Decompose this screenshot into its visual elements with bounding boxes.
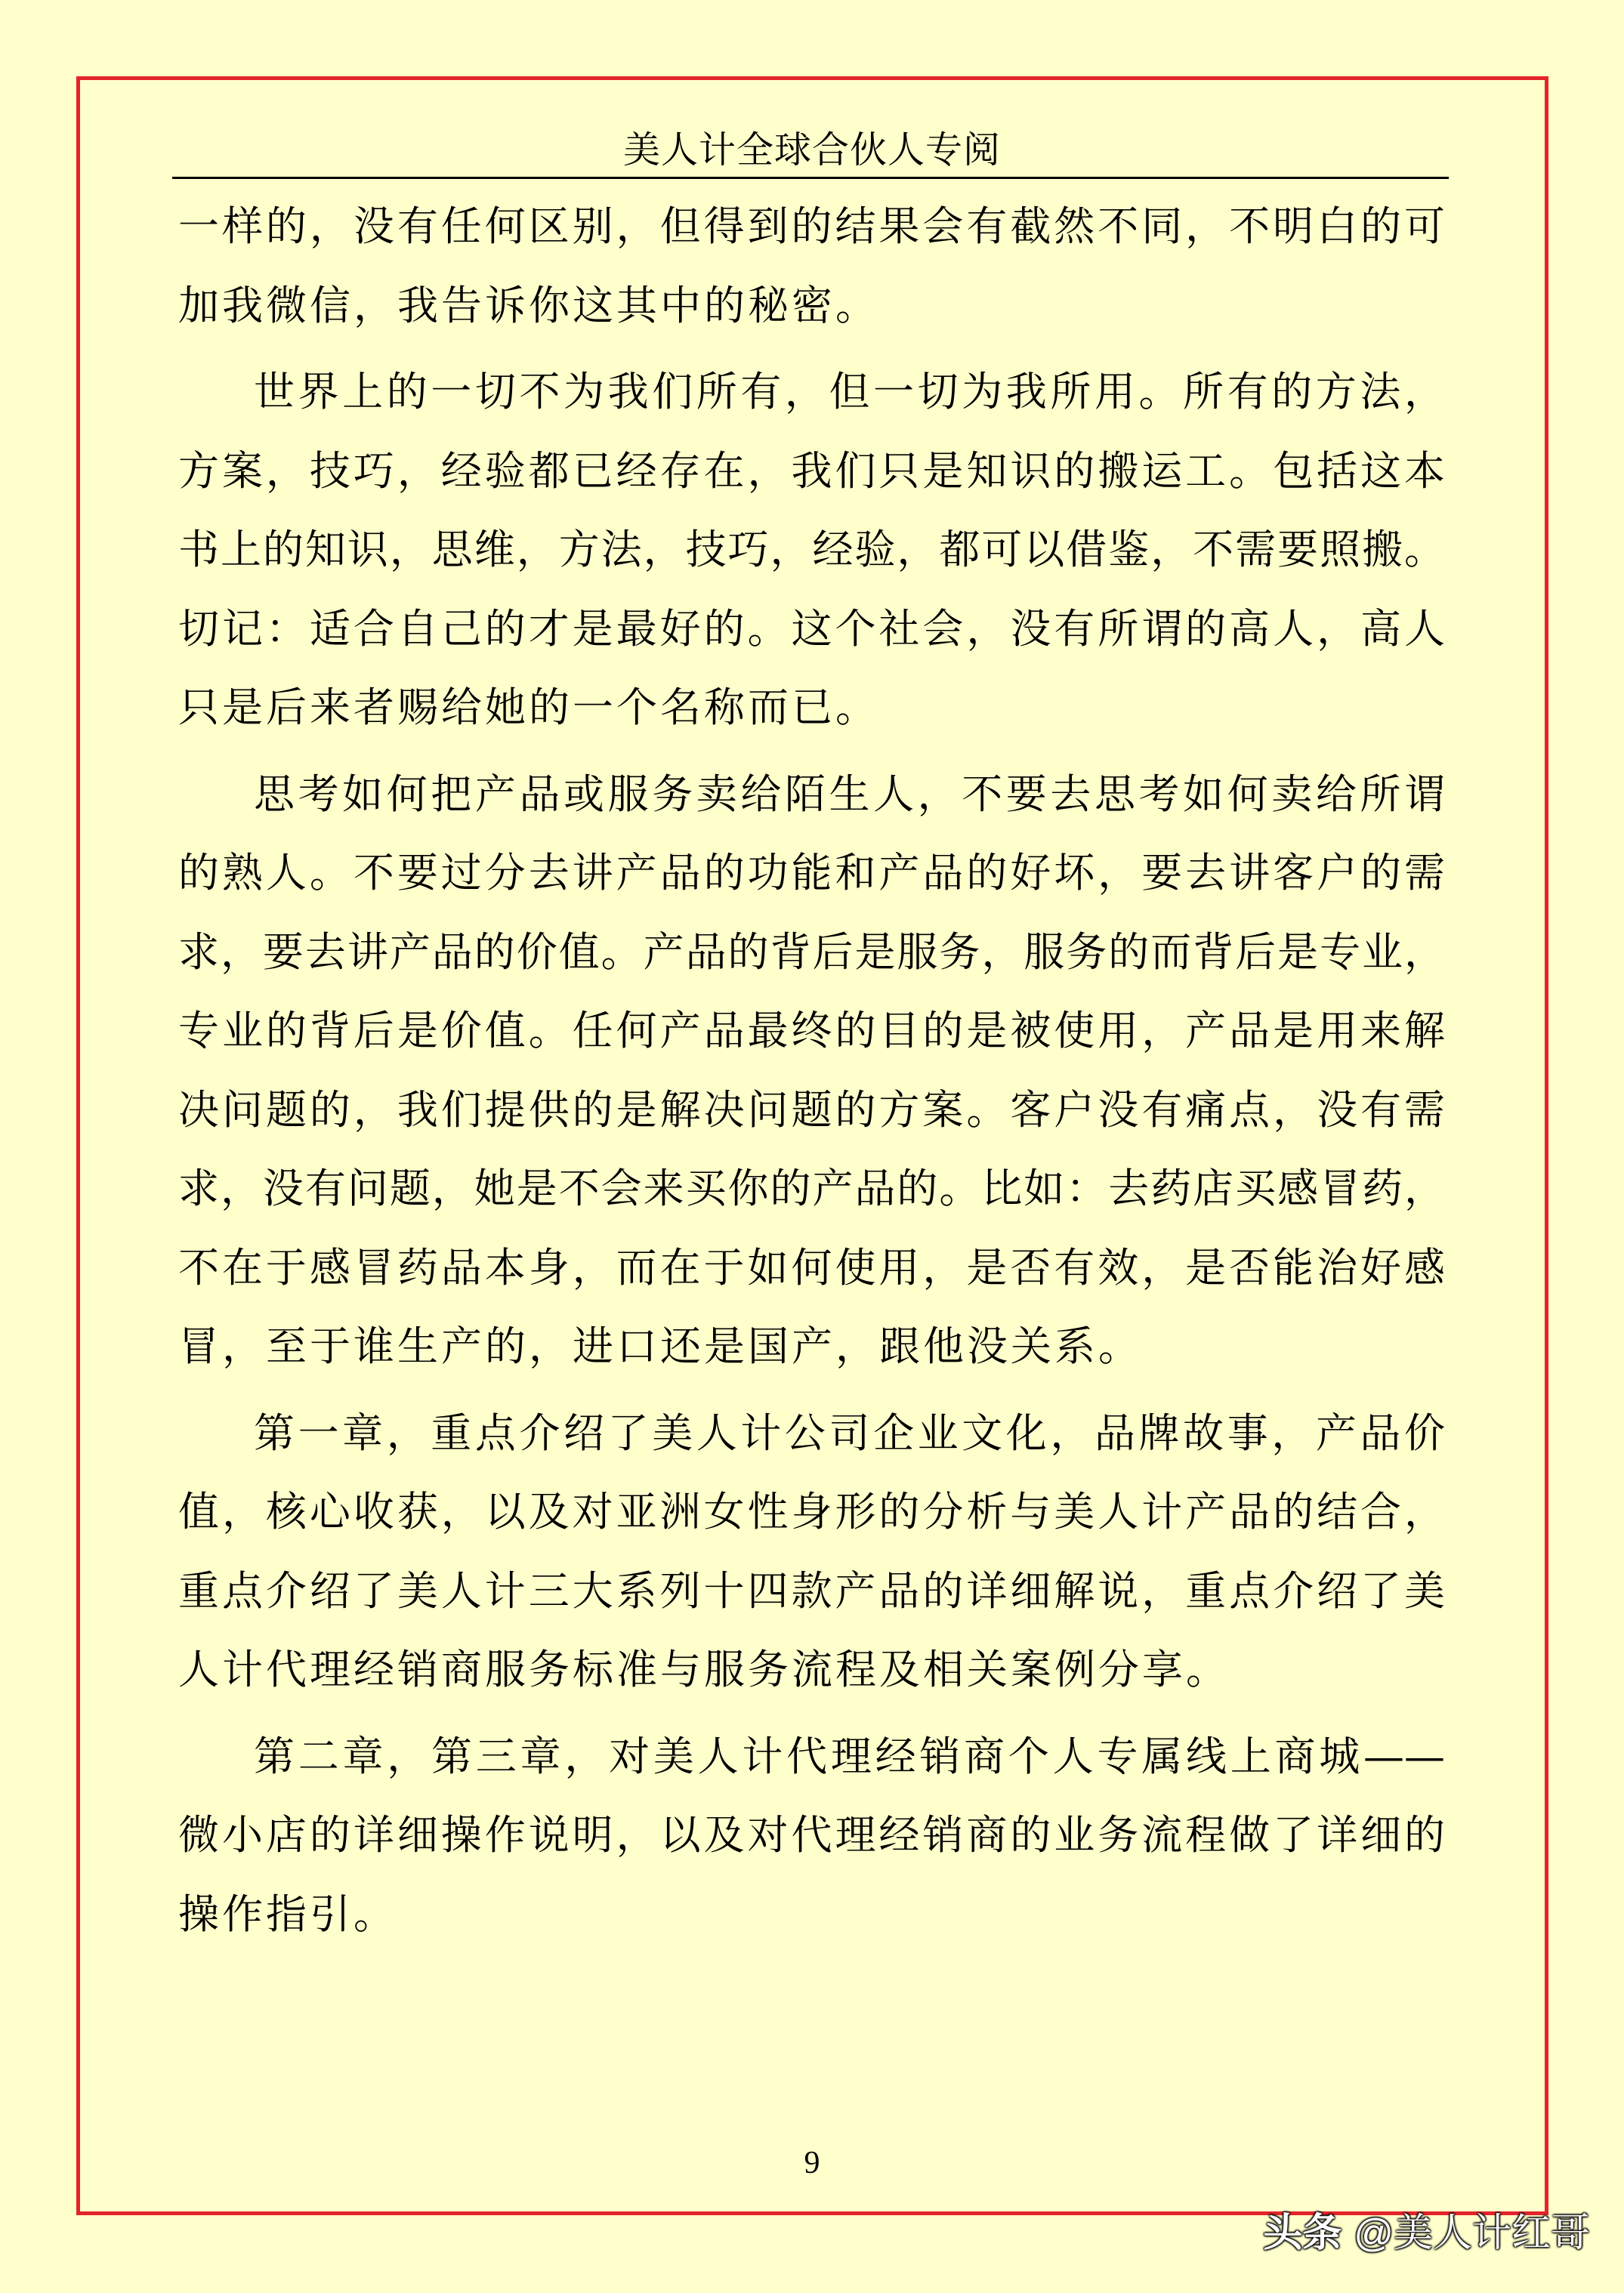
text-line: 决问题的，我们提供的是解决问题的方案。客户没有痛点，没有需 [178,1085,1445,1134]
paragraph [178,353,1445,748]
text-line: 第二章，第三章，对美人计代理经销商个人专属线上商城—— [254,1732,1445,1780]
text-line: 切记：适合自己的才是最好的。这个社会，没有所谓的高人，高人 [178,604,1445,653]
text-line: 值，核心收获，以及对亚洲女性身形的分析与美人计产品的结合， [178,1488,1445,1535]
text-line: 书上的知识，思维，方法，技巧，经验，都可以借鉴，不需要照搬。 [178,526,1445,573]
paragraph [178,187,1445,345]
text-line: 专业的背后是价值。任何产品最终的目的是被使用，产品是用来解 [178,1007,1445,1054]
text-line: 的熟人。不要过分去讲产品的功能和产品的好坏，要去讲客户的需 [178,849,1445,897]
watermark-handle: @美人计红哥 [1354,2211,1590,2255]
running-header-title: 美人计全球合伙人专阅 [622,128,1001,171]
paragraph [178,1394,1445,1710]
text-line: 人计代理经销商服务标准与服务流程及相关案例分享。 [178,1646,1230,1693]
paragraph [178,1717,1445,1955]
text-line: 冒，至于谁生产的，进口还是国产，跟他没关系。 [178,1322,1142,1370]
watermark [1263,2209,1590,2258]
toutiao-logo-text: 头条 [1263,2211,1342,2255]
text-line: 方案，技巧，经验都已经存在，我们只是知识的搬运工。包括这本 [178,446,1445,495]
text-line: 世界上的一切不为我们所有，但一切为我所用。所有的方法， [254,368,1445,415]
header-divider [172,177,1449,179]
page-number: 9 [804,2146,820,2180]
text-line: 操作指引。 [178,1890,397,1938]
paragraph [178,755,1445,1387]
text-line: 只是后来者赐给她的一个名称而已。 [178,684,879,731]
text-line: 不在于感冒药品本身，而在于如何使用，是否有效，是否能治好感 [178,1243,1445,1292]
text-line: 重点介绍了美人计三大系列十四款产品的详细解说，重点介绍了美 [178,1566,1445,1615]
text-line: 思考如何把产品或服务卖给陌生人，不要去思考如何卖给所谓 [254,770,1445,818]
body-text [178,187,1445,1961]
text-line: 求，要去讲产品的价值。产品的背后是服务，服务的而背后是专业， [178,927,1445,976]
text-line: 一样的，没有任何区别，但得到的结果会有截然不同，不明白的可 [178,202,1445,250]
text-line: 求，没有问题，她是不会来买你的产品的。比如：去药店买感冒药， [178,1165,1445,1212]
text-line: 微小店的详细操作说明，以及对代理经销商的业务流程做了详细的 [178,1811,1445,1859]
text-line: 第一章，重点介绍了美人计公司企业文化，品牌故事，产品价 [254,1409,1445,1457]
text-line: 加我微信，我告诉你这其中的秘密。 [178,281,879,329]
